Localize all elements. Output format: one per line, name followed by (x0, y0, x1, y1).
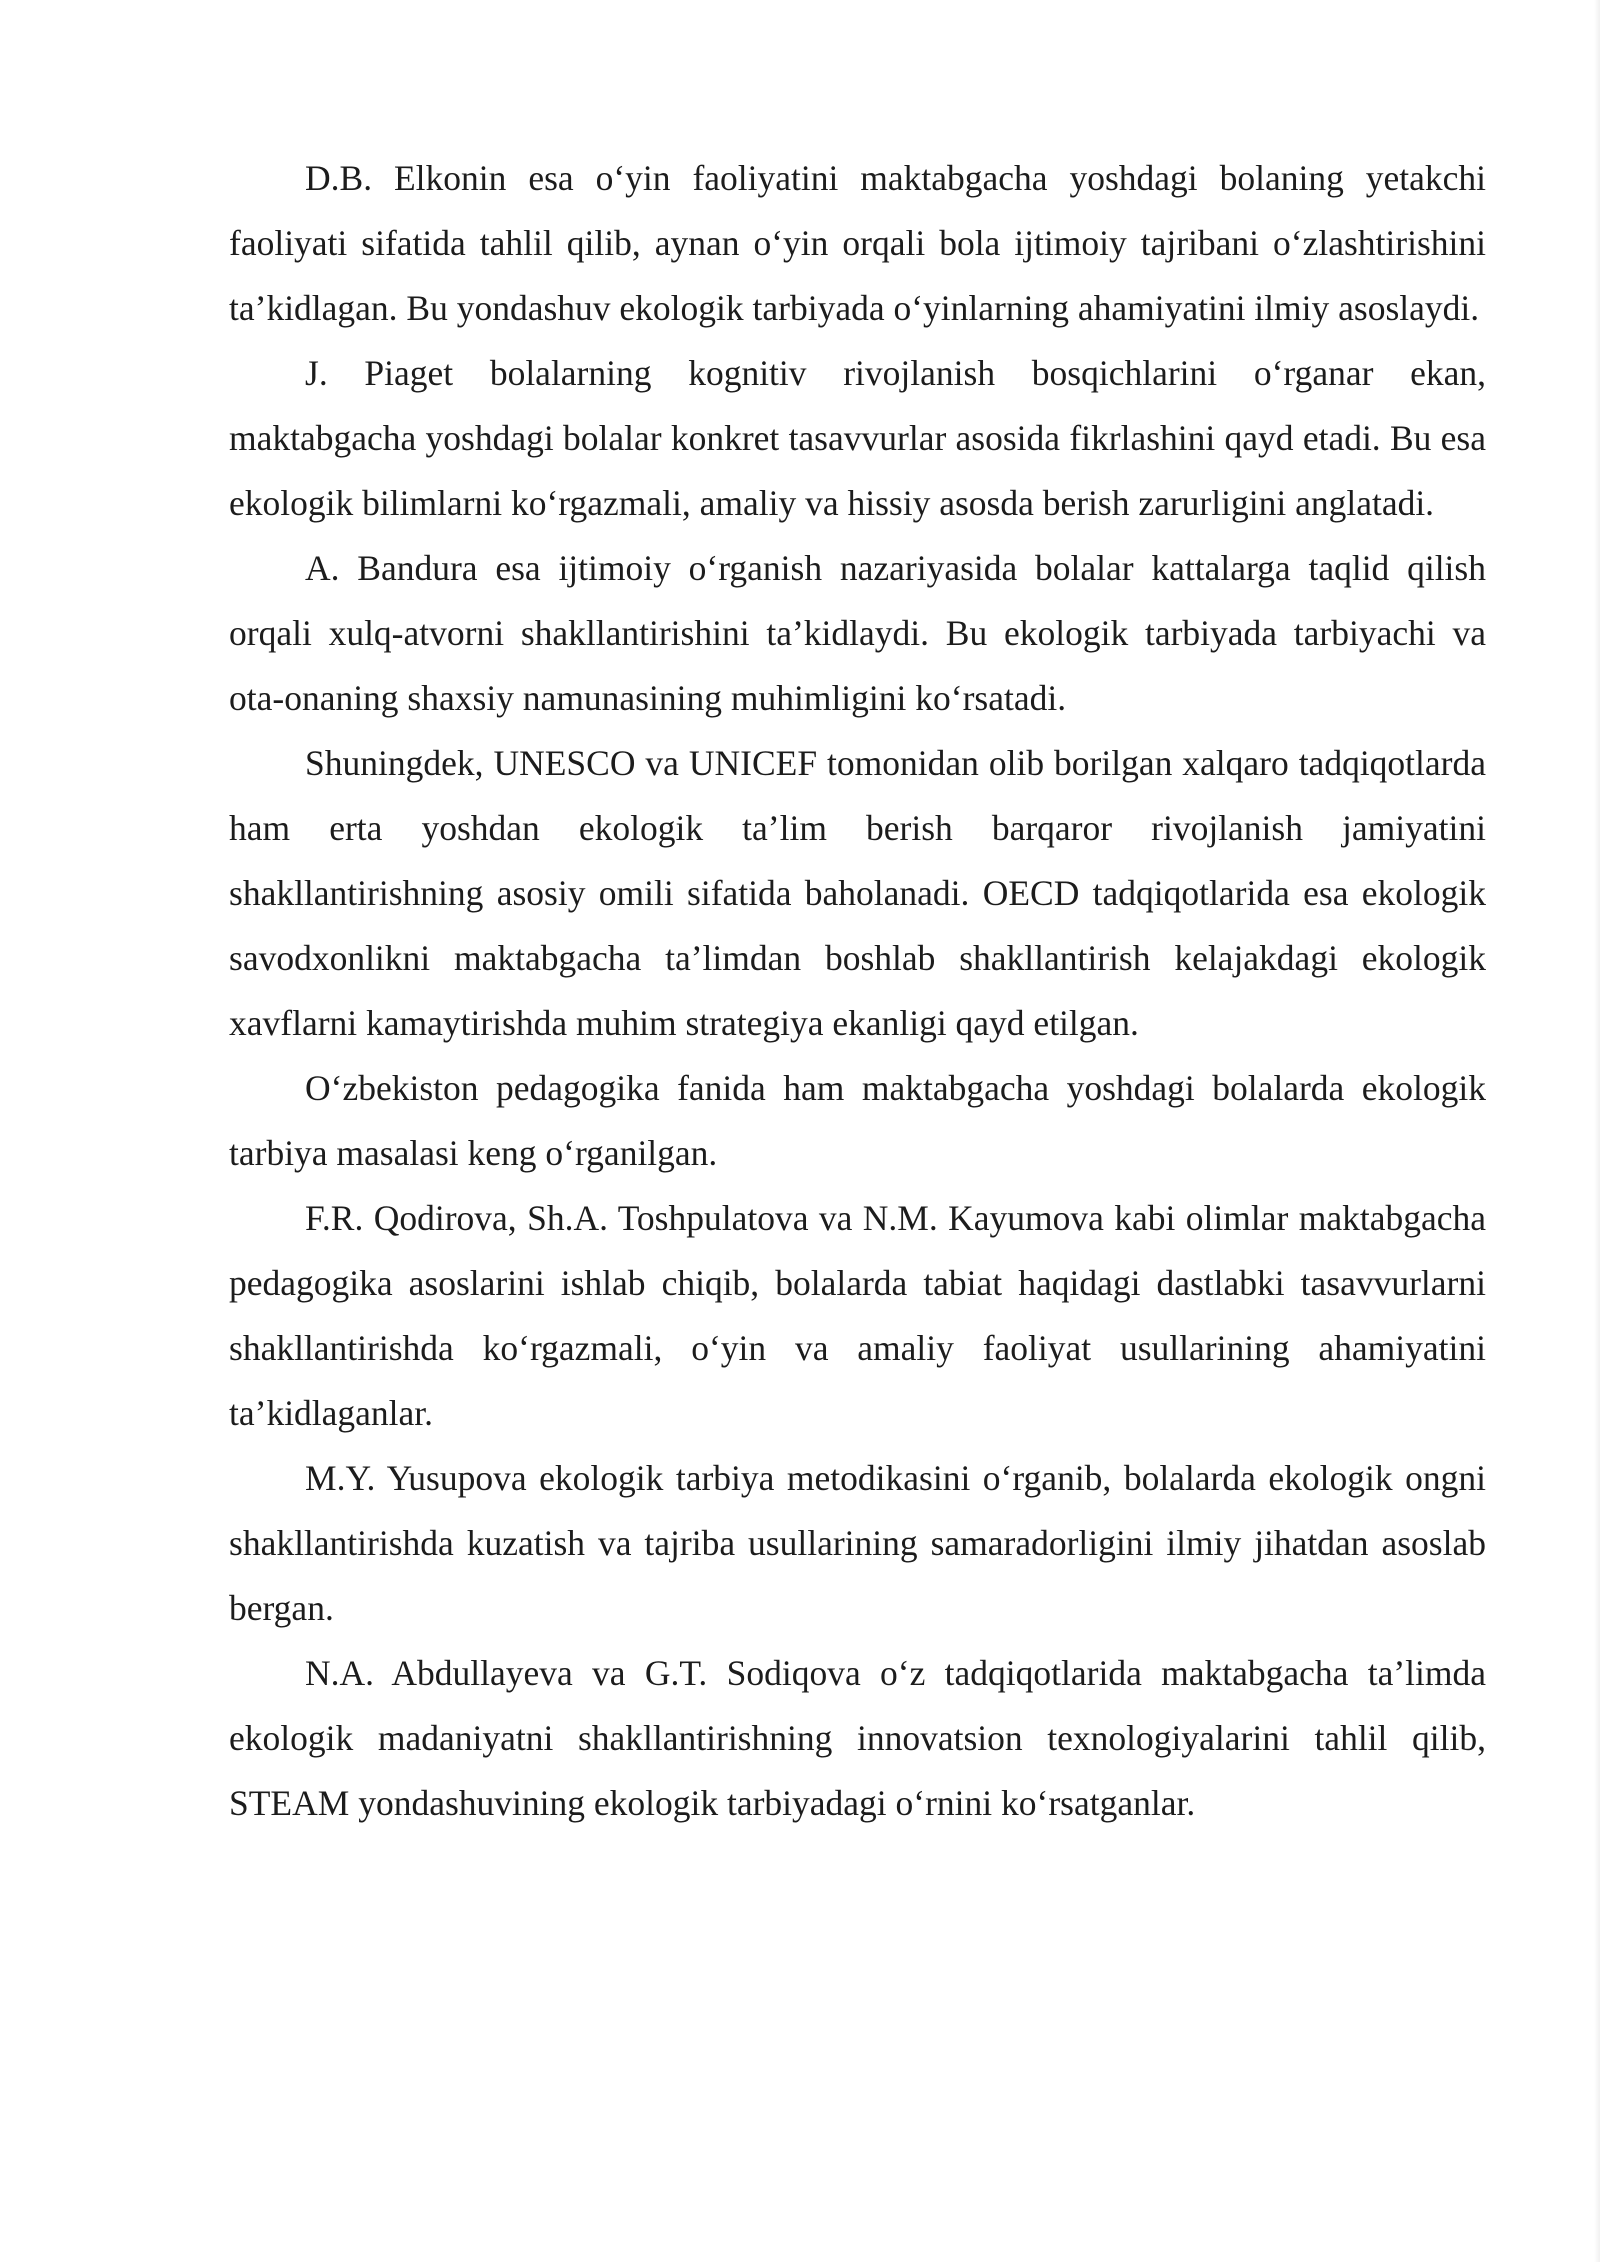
document-body (229, 146, 1486, 1836)
paragraph-elkonin: D.B. Elkonin esa o‘yin faoliyatini maktabgacha yoshdagi bolaning yetakchi faoliyati sifatida tahlil qilib, aynan o‘yin orqali bola ijtimoiy tajribani o‘zlashtirishini ta’kidlagan. Bu yondashuv ekologik tarbiyada o‘yinlarning ahamiyatini ilmiy asoslaydi. (229, 158, 1486, 328)
page-edge-shadow (1594, 0, 1600, 2262)
paragraph-piaget: J. Piaget bolalarning kognitiv rivojlanish bosqichlarini o‘rganar ekan, maktabgacha yoshdagi bolalar konkret tasavvurlar asosida fikrlashini qayd etadi. Bu esa ekologik bilimlarni ko‘rgazmali, amaliy va hissiy asosda berish zarurligini anglatadi. (229, 353, 1486, 523)
paragraph-abdullayeva: N.A. Abdullayeva va G.T. Sodiqova o‘z tadqiqotlarida maktabgacha ta’limda ekologik madaniyatni shakllantirishning innovatsion texnologiyalarini tahlil qilib, STEAM yondashuvining ekologik tarbiyadagi o‘rnini ko‘rsatganlar. (229, 1653, 1486, 1823)
paragraph-yusupova: M.Y. Yusupova ekologik tarbiya metodikasini o‘rganib, bolalarda ekologik ongni shakllantirishda kuzatish va tajriba usullarining samaradorligini ilmiy jihatdan asoslab bergan. (229, 1458, 1486, 1628)
paragraph-uzbekistan-pedagogy: O‘zbekiston pedagogika fanida ham maktabgacha yoshdagi bolalarda ekologik tarbiya masalasi keng o‘rganilgan. (229, 1068, 1486, 1173)
paragraph-bandura: A. Bandura esa ijtimoiy o‘rganish nazariyasida bolalar kattalarga taqlid qilish orqali xulq-atvorni shakllantirishini ta’kidlaydi. Bu ekologik tarbiyada tarbiyachi va ota-onaning shaxsiy namunasining muhimligini ko‘rsatadi. (229, 548, 1486, 718)
paragraph-unesco-unicef: Shuningdek, UNESCO va UNICEF tomonidan olib borilgan xalqaro tadqiqotlarda ham erta yoshdan ekologik ta’lim berish barqaror rivojlanish jamiyatini shakllantirishning asosiy omili sifatida baholanadi. OECD tadqiqotlarida esa ekologik savodxonlikni maktabgacha ta’limdan boshlab shakllantirish kelajakdagi ekologik xavflarni kamaytirishda muhim strategiya ekanligi qayd etilgan. (229, 743, 1486, 1043)
paragraph-qodirova: F.R. Qodirova, Sh.A. Toshpulatova va N.M. Kayumova kabi olimlar maktabgacha pedagogika asoslarini ishlab chiqib, bolalarda tabiat haqidagi dastlabki tasavvurlarni shakllantirishda ko‘rgazmali, o‘yin va amaliy faoliyat usullarining ahamiyatini ta’kidlaganlar. (229, 1198, 1486, 1433)
